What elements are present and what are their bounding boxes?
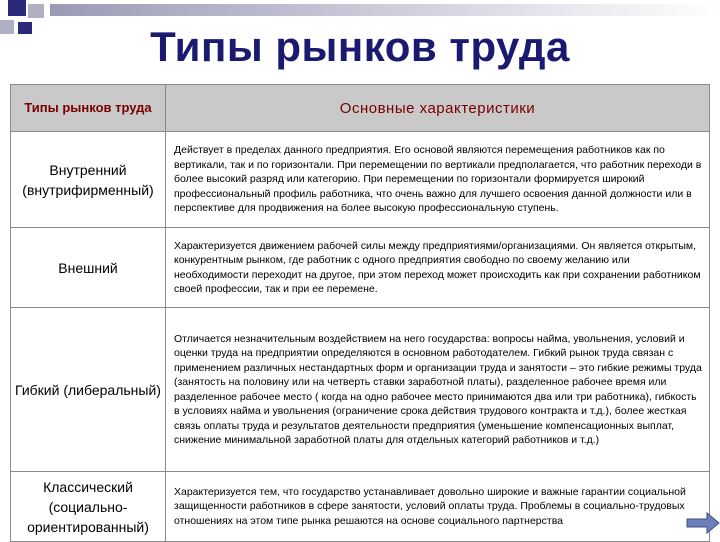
row-type-classic: Классический (социально-ориентированный) <box>11 472 166 542</box>
table-row <box>11 228 710 308</box>
labor-market-types-table <box>10 84 710 542</box>
slide-title: Типы рынков труда <box>150 23 570 70</box>
row-type-flexible: Гибкий (либеральный) <box>11 308 166 472</box>
row-description-flexible: Отличается незначительным воздействием на него государства: вопросы найма, увольнения, условий и оценки труда на предприятии определяются в основном работодателем. Гибкий рынок труда связан с применением различных нестандартных форм и организации труда и занятости – это гибкие режимы труда (занятость на половину или на четверть ставки заработной платы), разделенное рабочее время или разделенное рабочее место ( когда на одно рабочее место принимаются два или три работника), гибкость в условиях найма и увольнения (ограничение срока действия трудового контракта и т.д.), более жесткая связь оплаты труда и результатов деятельности предприятия (уменьшение компенсационных выплат, снижение минимальной заработной платы для отдельных категорий работников и т.д.) <box>166 308 710 472</box>
table-row <box>11 308 710 472</box>
row-description-classic: Характеризуется тем, что государство устанавливает довольно широкие и важные гарантии социальной защищенности работников в сфере занятости, условий оплаты труда. Проблемы в социально-трудовых отношениях на этом типе рынка решаются на основе социального партнерства <box>166 472 710 542</box>
header-characteristics: Основные характеристики <box>166 85 710 132</box>
row-type-internal: Внутренний (внутрифирменный) <box>11 132 166 228</box>
row-description-external: Характеризуется движением рабочей силы между предприятиями/организациями. Он является открытым, конкурентным рынком, где работник с одного предприятия свободно по своему желанию или необходимости переходит на другое, при этом переход может происходить как при сохранении работником своей профессии, так и при ее перемене. <box>166 228 710 308</box>
next-arrow-icon[interactable] <box>686 512 720 534</box>
row-description-internal: Действует в пределах данного предприятия. Его основой являются перемещения работников как по вертикали, так и по горизонтали. При перемещении по вертикали предполагается, что работник переходи в более высокий разряд или категорию. При перемещении по горизонтали формируется широкий профессиональный профиль работника, что очень важно для лучшего освоения данной должности или в перспективе для продвижения на более высокую профессиональную ступень. <box>166 132 710 228</box>
table-header-row <box>11 85 710 132</box>
row-type-external: Внешний <box>11 228 166 308</box>
table-row <box>11 472 710 542</box>
header-types: Типы рынков труда <box>11 85 166 132</box>
table-row <box>11 132 710 228</box>
